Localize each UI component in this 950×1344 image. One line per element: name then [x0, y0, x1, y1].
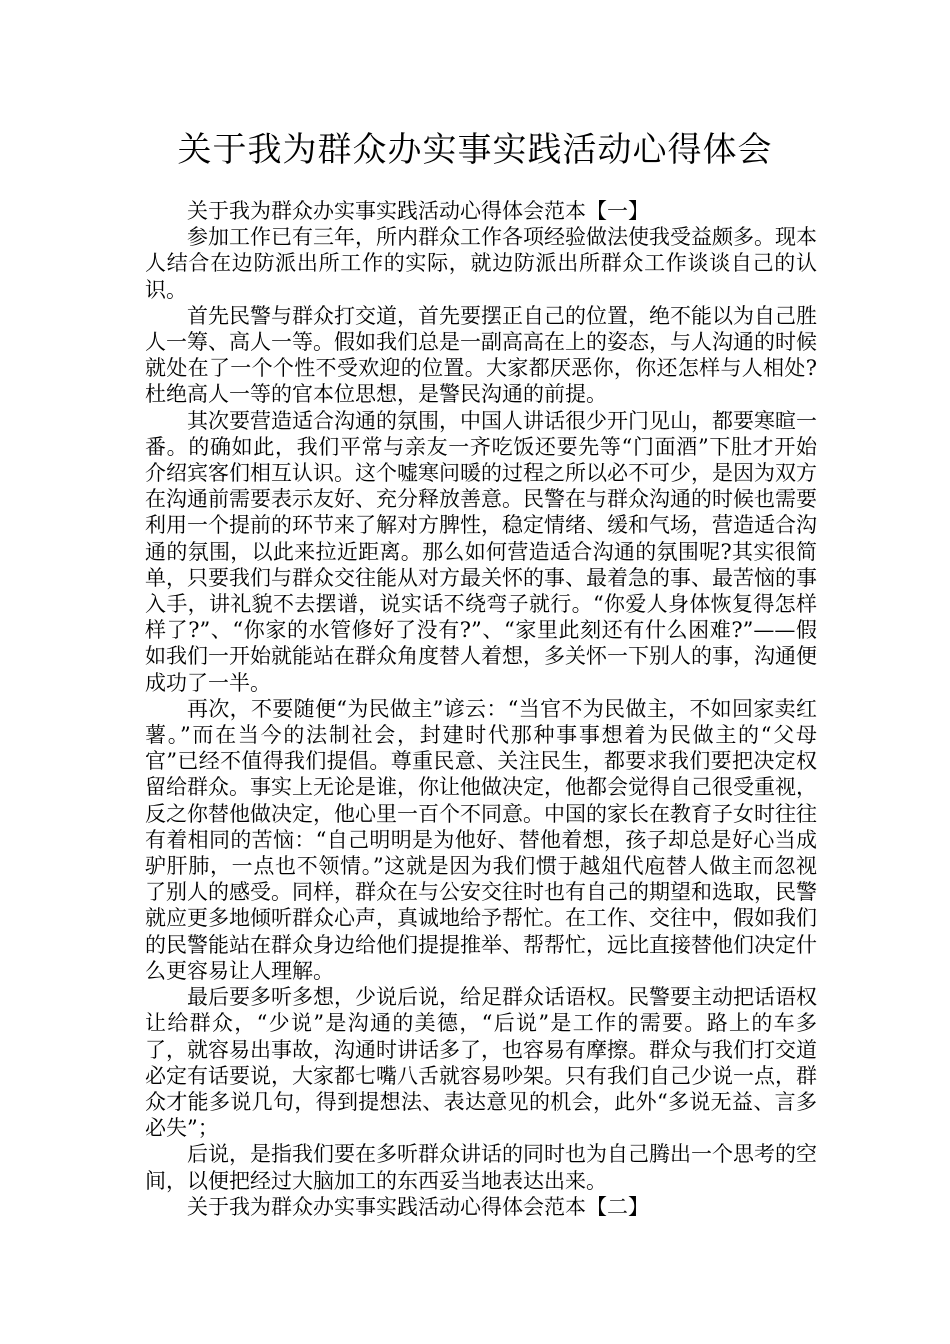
section-heading-two: 关于我为群众办实事实践活动心得体会范本【二】 [187, 1194, 649, 1219]
section-heading-one: 关于我为群众办实事实践活动心得体会范本【一】 [187, 199, 649, 223]
paragraph-fourth-point: 最后要多听多想，少说后说，给足群众话语权。民警要主动把话语权让给群众，“少说”是沟通的美德，“后说”是工作的需要。路上的车多了，就容易出事故，沟通时讲话多了，也容易有摩擦。群众与我们打交道必定有话要说，大家都七嘴八舌就容易吵架。只有我们自己少说一点，群众才能多说几句，得到提想法、表达意见的机会，此外“多说无益、言多必失”； [145, 985, 817, 1141]
paragraph-intro: 参加工作已有三年，所内群众工作各项经验做法使我受益颇多。现本人结合在边防派出所工作的实际，就边防派出所群众工作谈谈自己的认识。 [145, 225, 817, 302]
paragraph-first-point: 首先民警与群众打交道，首先要摆正自己的位置，绝不能以为自己胜人一筹、高人一等。假如我们总是一副高高在上的姿态，与人沟通的时候就处在了一个个性不受欢迎的位置。大家都厌恶你，你还怎样与人相处?杜绝高人一等的官本位思想，是警民沟通的前提。 [145, 303, 817, 407]
document-body [145, 198, 817, 1220]
document-title: 关于我为群众办实事实践活动心得体会 [177, 130, 773, 170]
paragraph-third-point: 再次，不要随便“为民做主”谚云：“当官不为民做主，不如回家卖红薯。”而在当今的法制社会，封建时代那种事事想着为民做主的“父母官”已经不值得我们提倡。尊重民意、关注民生，都要求我们要把决定权留给群众。事实上无论是谁，你让他做决定，他都会觉得自己很受重视，反之你替他做决定，他心里一百个不同意。中国的家长在教育子女时往往有着相同的苦恼：“自己明明是为他好、替他着想，孩子却总是好心当成驴肝肺，一点也不领情。”这就是因为我们惯于越俎代庖替人做主而忽视了别人的感受。同样，群众在与公安交往时也有自己的期望和选取，民警就应更多地倾听群众心声，真诚地给予帮忙。在工作、交往中，假如我们的民警能站在群众身边给他们提提推举、帮帮忙，远比直接替他们决定什么更容易让人理解。 [145, 696, 817, 983]
paragraph-second-point: 其次要营造适合沟通的氛围，中国人讲话很少开门见山，都要寒暄一番。的确如此，我们平常与亲友一齐吃饭还要先等“门面酒”下肚才开始介绍宾客们相互认识。这个嘘寒问暖的过程之所以必不可少，是因为双方在沟通前需要表示友好、充分释放善意。民警在与群众沟通的时候也需要利用一个提前的环节来了解对方脾性，稳定情绪、缓和气场，营造适合沟通的氛围，以此来拉近距离。那么如何营造适合沟通的氛围呢?其实很简单，只要我们与群众交往能从对方最关怀的事、最着急的事、最苦恼的事入手，讲礼貌不去摆谱，说实话不绕弯子就行。“你爱人身体恢复得怎样样了?”、“你家的水管修好了没有?”、“家里此刻还有什么困难?”——假如我们一开始就能站在群众角度替人着想，多关怀一下别人的事，沟通便成功了一半。 [145, 408, 817, 695]
paragraph-speak-later: 后说，是指我们要在多听群众讲话的同时也为自己腾出一个思考的空间，以便把经过大脑加工的东西妥当地表达出来。 [145, 1142, 817, 1193]
